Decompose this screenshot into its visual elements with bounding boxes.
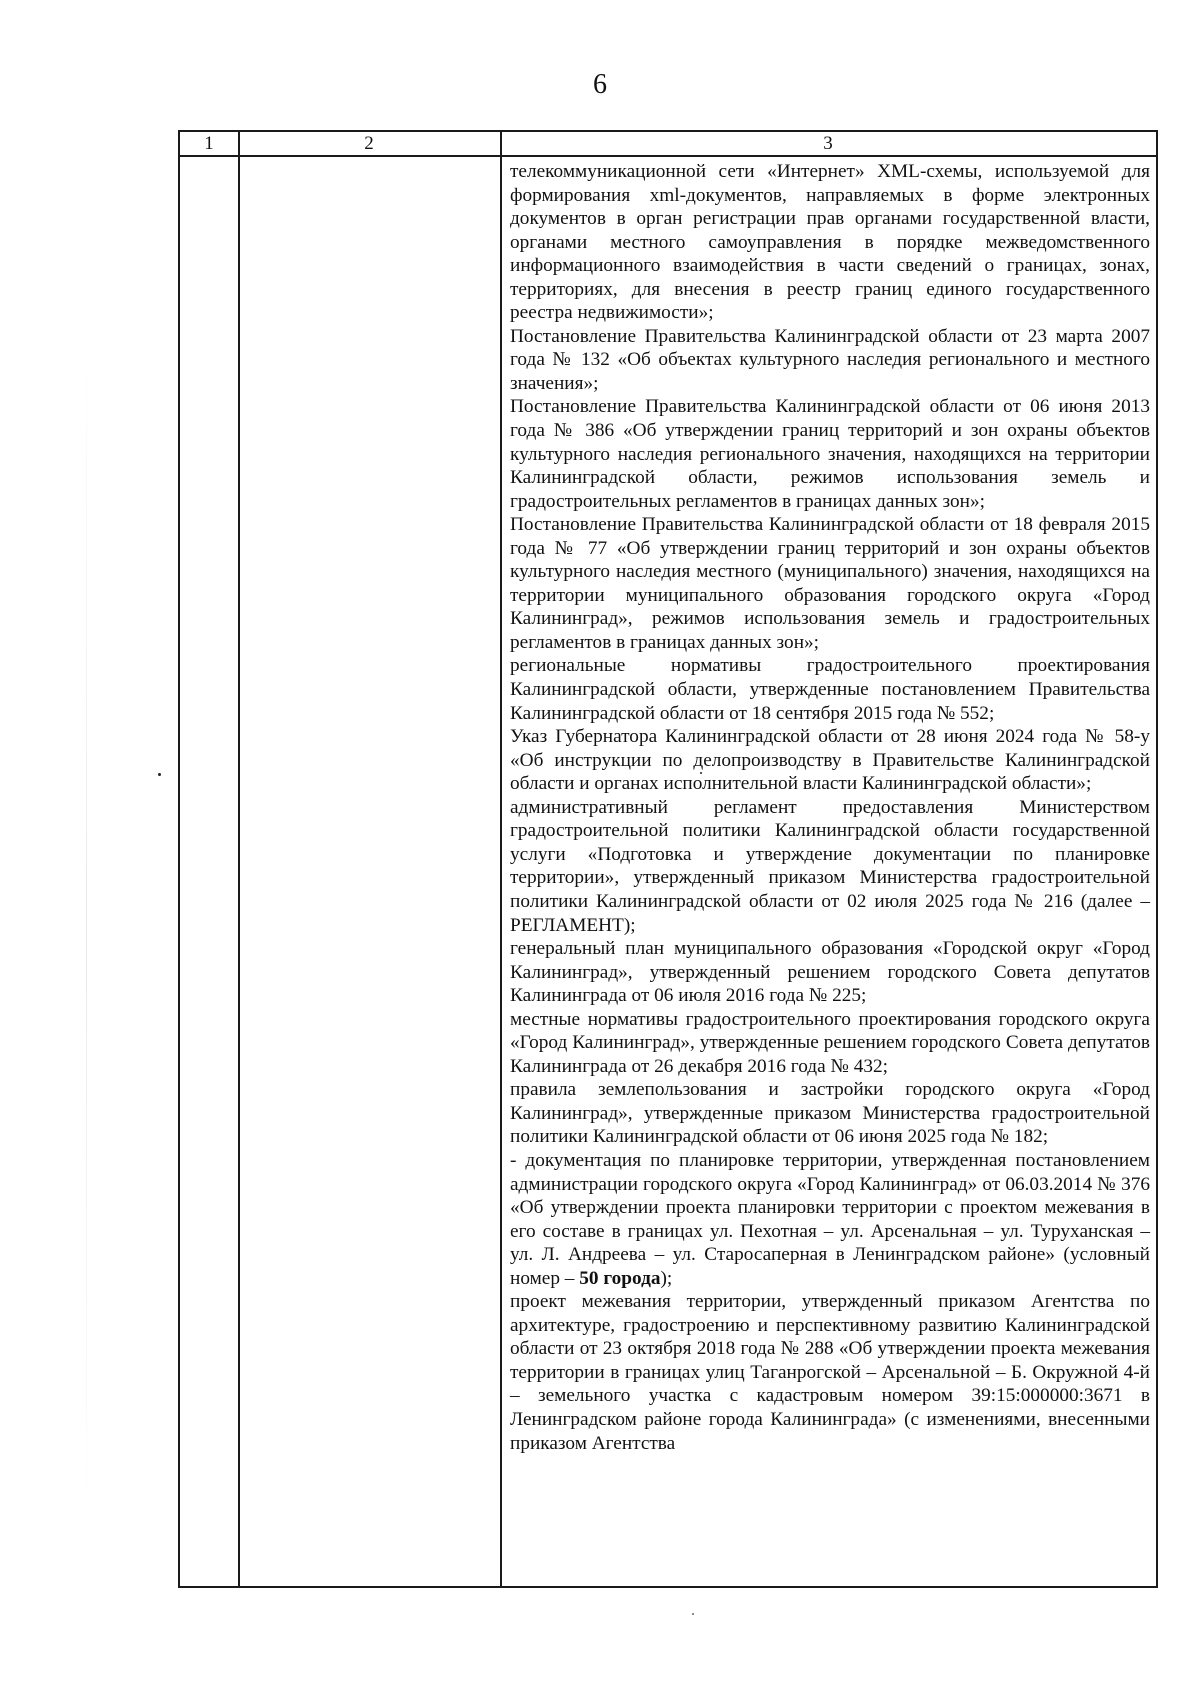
legal-reference-paragraph: административный регламент предоставления Министерством градостроительной политики Калининградской области государственной услуги «Подготовка и утверждение документации по планировке территории», утвержденный приказом Министерства градостроительной политики Калининградской области от 02 июля 2025 года № 216 (далее – РЕГЛАМЕНТ); — [510, 796, 1150, 936]
legal-reference-paragraph: местные нормативы градостроительного проектирования городского округа «Город Калининград», утвержденные решением городского Совета депутатов Калининграда от 26 декабря 2016 года № 432; — [510, 1008, 1150, 1077]
document-table — [178, 130, 1158, 1588]
column-header-2: 2 — [364, 133, 374, 154]
legal-reference-paragraph: Постановление Правительства Калининградской области от 23 марта 2007 года № 132 «Об объектах культурного наследия регионального и местного значения»; — [510, 325, 1150, 394]
column-header-1: 1 — [204, 133, 214, 154]
table-header-row — [180, 132, 1156, 157]
legal-reference-paragraph: региональные нормативы градостроительного проектирования Калининградской области, утвержденные постановлением Правительства Калининградской области от 18 сентября 2015 года № 552; — [510, 655, 1150, 724]
legal-reference-paragraph: правила землепользования и застройки городского округа «Город Калининград», утвержденные приказом Министерства градостроительной политики Калининградской области от 06 июня 2025 года № 182; — [510, 1079, 1150, 1148]
scan-speck — [158, 773, 161, 776]
paragraph-text-end: ); — [660, 1267, 673, 1289]
column-divider — [500, 132, 502, 1586]
legal-reference-paragraph: проект межевания территории, утвержденный приказом Агентства по архитектуре, градостроению и перспективному развитию Калининградской области от 23 октября 2018 года № 288 «Об утверждении проекта межевания территории в границах улиц Таганрогской – Арсенальной – Б. Окружной 4-й – земельного участка с кадастровым номером 39:15:000000:3671 в Ленинградском районе города Калининграда» (с изменениями, внесенными приказом Агентства — [510, 1291, 1150, 1454]
legal-reference-paragraph: Указ Губернатора Калининградской области от 28 июня 2024 года № 58-у «Об инструкции по делопроизводству в Правительстве Калининградской области и органах исполнительной власти Калининградской области»; — [510, 726, 1150, 795]
paragraph-text: - документация по планировке территории, утвержденная постановлением администрации городского округа «Город Калининград» от 06.03.2014 № 376 «Об утверждении проекта планировки территории с проектом межевания в его составе в границах ул. Пехотная – ул. Арсенальная – ул. Туруханская – ул. Л. Андреева – ул. Старосаперная в Ленинградском районе» (условный номер – — [510, 1149, 1150, 1289]
column-divider — [238, 132, 240, 1586]
bold-reference-number: 50 города — [579, 1267, 661, 1289]
legal-reference-paragraph: Постановление Правительства Калининградской области от 06 июня 2013 года № 386 «Об утверждении границ территорий и зон охраны объектов культурного наследия регионального значения, находящихся на территории Калининградской области, режимов использования земель и градостроительных регламентов в границах данных зон»; — [510, 396, 1150, 512]
page-number: 6 — [593, 69, 607, 100]
scan-margin-shadow — [86, 330, 87, 1530]
legal-reference-paragraph — [510, 1149, 1150, 1290]
legal-reference-paragraph: генеральный план муниципального образования «Городской округ «Город Калининград», утвержденный решением городского Совета депутатов Калининграда от 06 июля 2016 года № 225; — [510, 938, 1150, 1007]
column-header-3: 3 — [823, 133, 833, 154]
column-3-cell — [510, 160, 1150, 1455]
scan-speck — [692, 1613, 694, 1615]
legal-reference-paragraph: телекоммуникационной сети «Интернет» XML-схемы, используемой для формирования xml-документов, направляемых в форме электронных документов в орган регистрации прав органами государственной власти, органами местного самоуправления в порядке межведомственного информационного взаимодействия в части сведений о границах, зонах, территориях, для внесения в реестр границ единого государственного реестра недвижимости»; — [510, 161, 1150, 324]
legal-reference-paragraph: Постановление Правительства Калининградской области от 18 февраля 2015 года № 77 «Об утверждении границ территорий и зон охраны объектов культурного наследия местного (муниципального) значения, находящихся на территории муниципального образования городского округа «Город Калининград», режимов использования земель и градостроительных регламентов в границах данных зон»; — [510, 514, 1150, 653]
